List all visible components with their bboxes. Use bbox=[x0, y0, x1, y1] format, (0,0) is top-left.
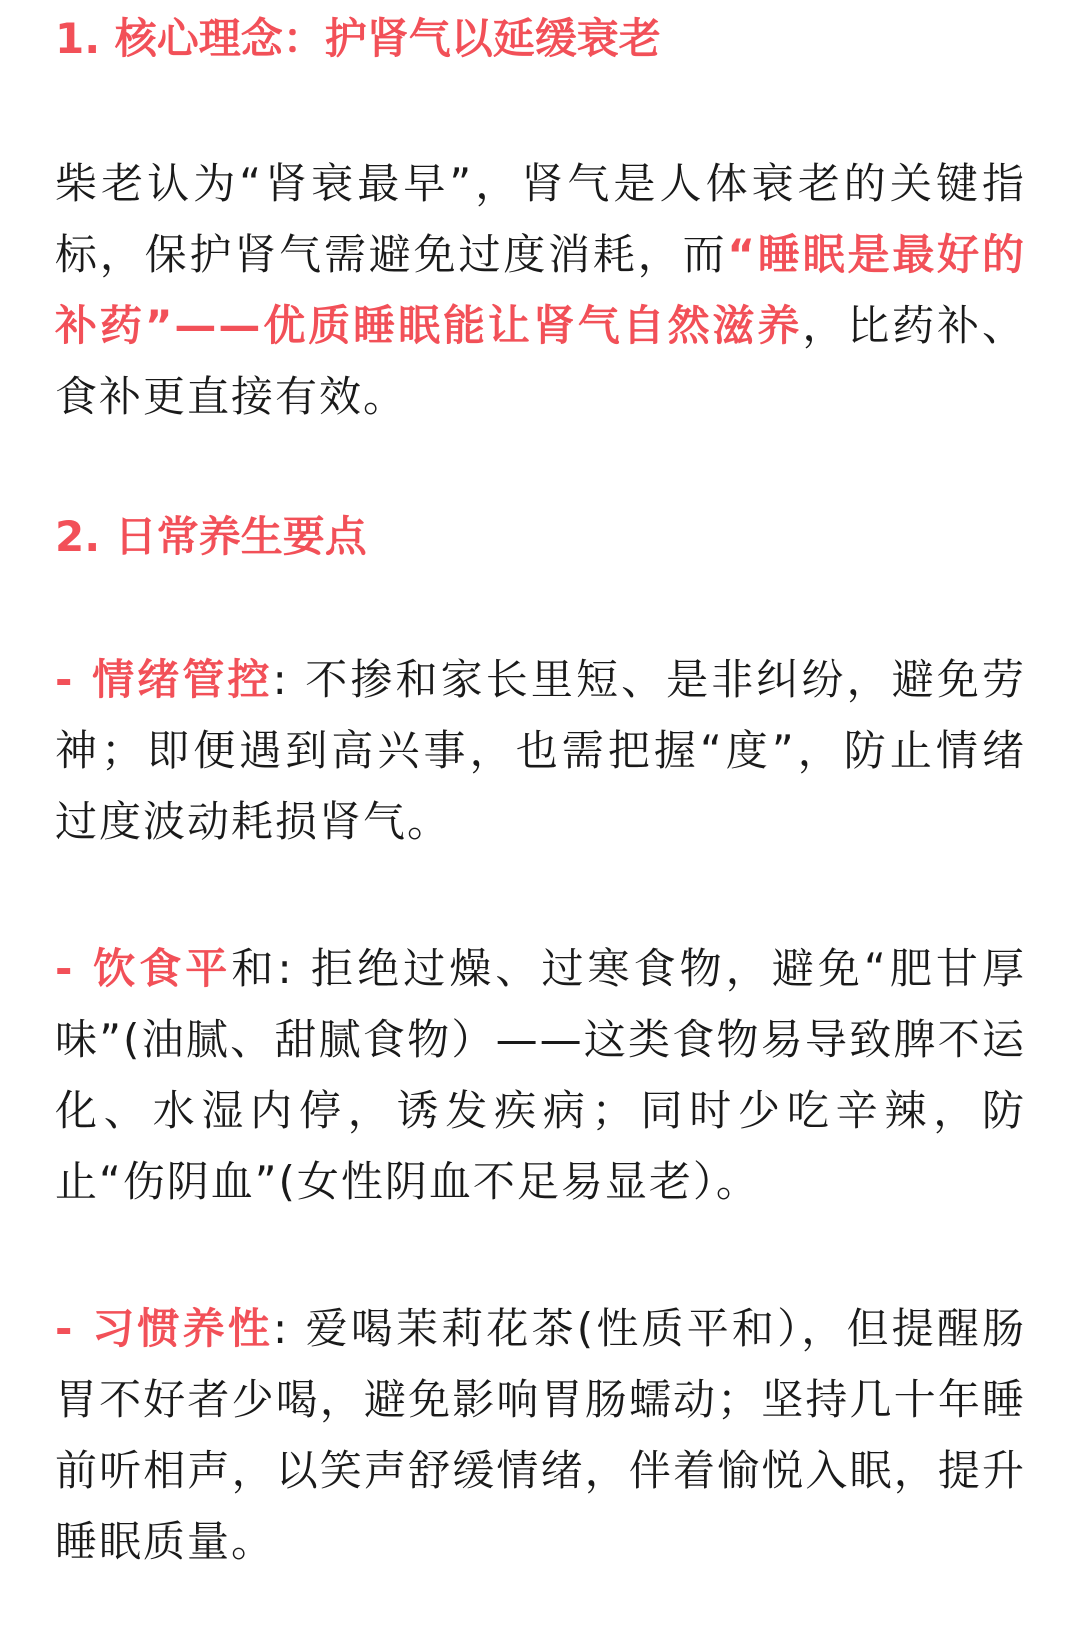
tip-item-diet-balance bbox=[55, 933, 1026, 1217]
tip-label-habit: - 习惯养性 bbox=[55, 1304, 273, 1353]
section-heading-daily-tips: 2. 日常养生要点 bbox=[55, 512, 367, 561]
core-concept-highlight: “睡眠是最好的补药”——优质睡眠能让肾气自然滋养 bbox=[55, 230, 1026, 350]
tip-item-emotion-control bbox=[55, 644, 1026, 857]
tip-text-diet: : 拒绝过燥、过寒食物，避免“肥甘厚味”(油腻、甜腻食物）——这类食物易导致脾不运化、水湿内停，诱发疾病；同时少吃辛辣，防止“伤阴血”(女性阴血不足易显老）。 bbox=[55, 944, 1026, 1206]
core-concept-text-intro: 柴老认为“肾衰最早”，肾气是人体衰老的关键指标，保护肾气需避免过度消耗，而 bbox=[55, 159, 1026, 279]
tip-label-emotion: - 情绪管控 bbox=[55, 655, 273, 704]
tip-text-habit: : 爱喝茉莉花茶(性质平和），但提醒肠胃不好者少喝，避免影响胃肠蠕动；坚持几十年睡前听相声，以笑声舒缓情绪，伴着愉悦入眠，提升睡眠质量。 bbox=[55, 1304, 1026, 1566]
tip-label-diet: - 饮食平 bbox=[55, 944, 232, 993]
section-heading-core-concept: 1. 核心理念：护肾气以延缓衰老 bbox=[55, 14, 661, 63]
tip-text-emotion: : 不掺和家长里短、是非纠纷，避免劳神；即便遇到高兴事，也需把握“度”，防止情绪过度波动耗损肾气。 bbox=[55, 655, 1026, 846]
tip-item-habits bbox=[55, 1293, 1026, 1577]
core-concept-text-outro: ，比药补、食补更直接有效。 bbox=[55, 301, 1026, 421]
tip-label-diet-tail: 和 bbox=[231, 944, 278, 993]
core-concept-paragraph bbox=[55, 148, 1026, 432]
